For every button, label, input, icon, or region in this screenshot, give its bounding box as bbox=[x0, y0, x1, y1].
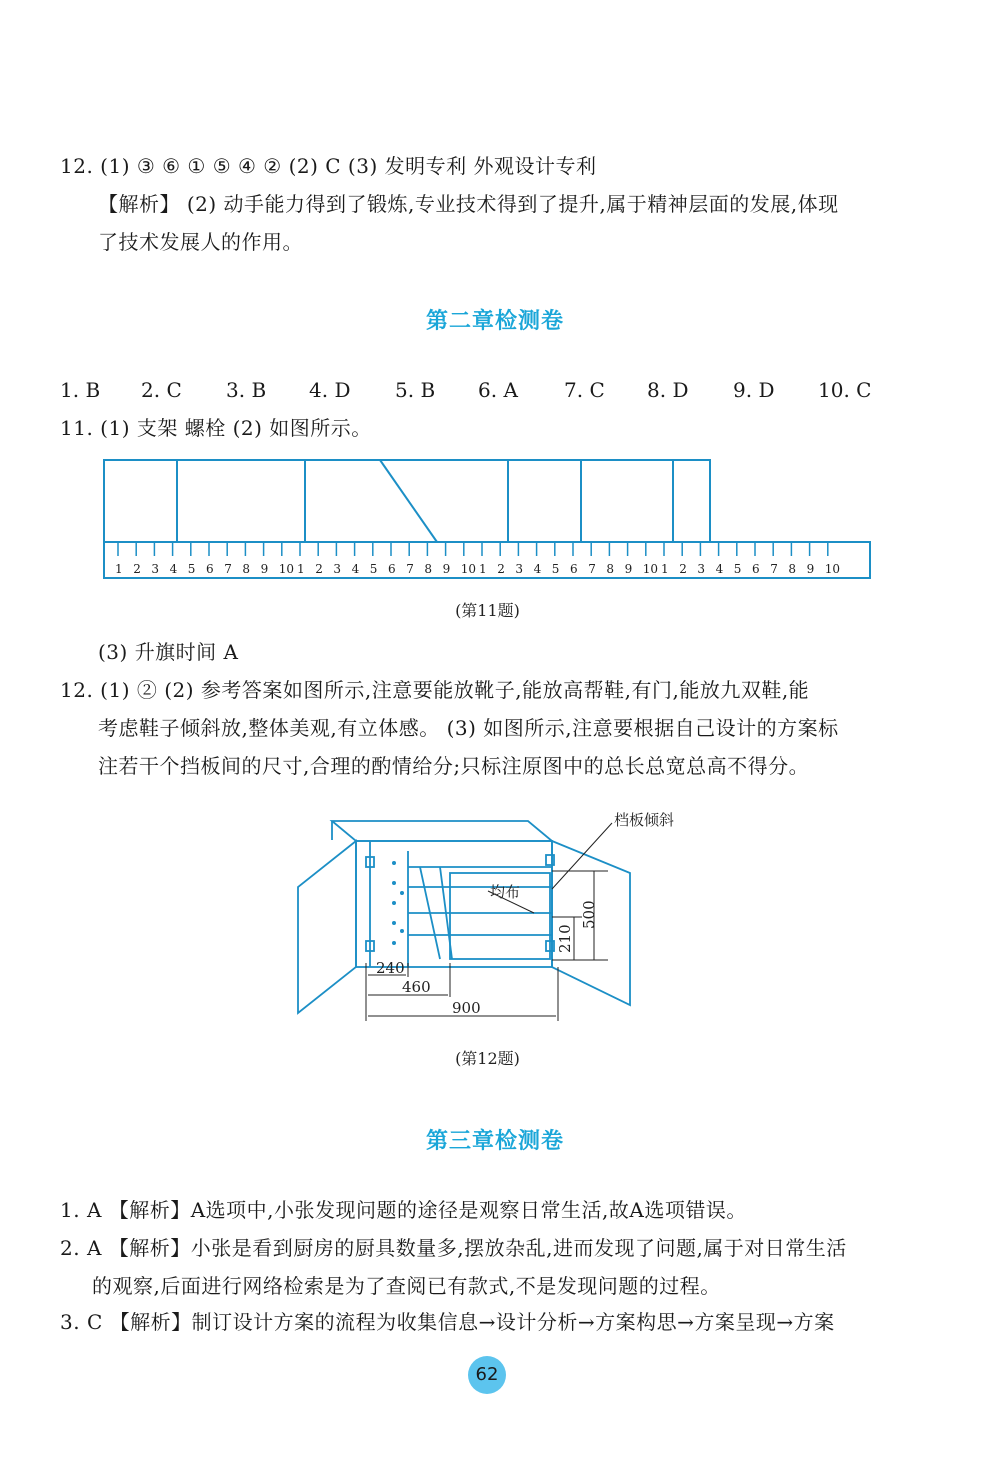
q11-answer: 11. (1) 支架 螺栓 (2) 如图所示。 bbox=[60, 416, 372, 440]
cabinet-body bbox=[356, 841, 552, 967]
ch3-q2-line1: 2. A 【解析】小张是看到厨房的厨具数量多,摆放杂乱,进而发现了问题,属于对日常生活 bbox=[60, 1236, 847, 1260]
ruler-label: 4 bbox=[169, 562, 178, 576]
ruler-label: 4 bbox=[533, 562, 542, 576]
chapter3-title: 第三章检测卷 bbox=[425, 1129, 564, 1154]
ruler-label: 10 bbox=[278, 562, 295, 576]
q12-analysis-line2: 了技术发展人的作用。 bbox=[98, 230, 303, 254]
fig12-caption: (第12题) bbox=[455, 1049, 520, 1068]
ruler-label: 4 bbox=[351, 562, 360, 576]
ruler-label: 5 bbox=[369, 562, 378, 576]
ch3-q2-line2: 的观察,后面进行网络检索是为了查阅已有款式,不是发现问题的过程。 bbox=[92, 1274, 721, 1298]
ruler-label: 1 bbox=[297, 562, 305, 576]
page-number: 62 bbox=[468, 1356, 506, 1394]
mc-answer: 5. B bbox=[395, 378, 436, 402]
chapter2-title: 第二章检测卷 bbox=[425, 309, 564, 334]
ch3-q1: 1. A 【解析】A选项中,小张发现问题的途径是观察日常生活,故A选项错误。 bbox=[60, 1198, 747, 1222]
ruler-label: 7 bbox=[588, 562, 596, 576]
dim-900: 900 bbox=[452, 999, 481, 1017]
ch3-q3: 3. C 【解析】制订设计方案的流程为收集信息→设计分析→方案构思→方案呈现→方案 bbox=[60, 1310, 835, 1334]
frame-outline bbox=[104, 460, 710, 542]
dim-210: 210 bbox=[556, 924, 574, 953]
ruler-label: 1 bbox=[479, 562, 487, 576]
ruler-label: 1 bbox=[661, 562, 669, 576]
q12-answer: 12. (1) ③ ⑥ ① ⑤ ④ ② (2) C (3) 发明专利 外观设计专利 bbox=[60, 154, 597, 178]
ruler-label: 2 bbox=[133, 562, 141, 576]
ruler-label: 4 bbox=[715, 562, 724, 576]
ruler-label: 3 bbox=[697, 562, 706, 576]
mc-answer: 4. D bbox=[309, 378, 351, 402]
ruler-label: 3 bbox=[151, 562, 160, 576]
ruler-label: 6 bbox=[570, 562, 578, 576]
fig11-caption: (第11题) bbox=[455, 601, 520, 620]
ruler-label: 5 bbox=[551, 562, 560, 576]
ruler-label: 6 bbox=[388, 562, 396, 576]
diagonal-brace bbox=[380, 460, 437, 542]
ruler-label: 7 bbox=[770, 562, 778, 576]
dim-460: 460 bbox=[402, 978, 431, 996]
label-even: 均布 bbox=[490, 883, 521, 901]
ruler-label: 8 bbox=[788, 562, 797, 576]
q12-analysis-line1: 【解析】 (2) 动手能力得到了锻炼,专业技术得到了提升,属于精神层面的发展,体现 bbox=[98, 192, 839, 216]
ruler-label: 7 bbox=[406, 562, 414, 576]
ruler-label: 1 bbox=[115, 562, 123, 576]
mc-answer: 8. D bbox=[647, 378, 689, 402]
ruler-label: 6 bbox=[752, 562, 760, 576]
top-board bbox=[332, 821, 552, 841]
mc-answer: 10. C bbox=[818, 378, 872, 402]
ruler-label: 2 bbox=[315, 562, 323, 576]
ruler-label: 9 bbox=[260, 562, 269, 576]
ruler-label: 3 bbox=[333, 562, 342, 576]
q12-line1: 12. (1) ② (2) 参考答案如图所示,注意要能放靴子,能放高帮鞋,有门,能放九双鞋,能 bbox=[60, 678, 810, 702]
mc-answer: 1. B bbox=[60, 378, 101, 402]
q11-part3: (3) 升旗时间 A bbox=[98, 640, 239, 664]
ruler-label: 5 bbox=[187, 562, 196, 576]
q12-line2: 考虑鞋子倾斜放,整体美观,有立体感。 (3) 如图所示,注意要根据自己设计的方案标 bbox=[98, 716, 839, 740]
ruler-label: 7 bbox=[224, 562, 232, 576]
ruler-label: 10 bbox=[824, 562, 841, 576]
fig11-ruler-diagram bbox=[100, 456, 875, 586]
mc-answer: 9. D bbox=[733, 378, 775, 402]
ruler-label: 8 bbox=[242, 562, 251, 576]
mc-answer: 2. C bbox=[141, 378, 182, 402]
mc-answer: 3. B bbox=[226, 378, 267, 402]
q12-line3: 注若干个挡板间的尺寸,合理的酌情给分;只标注原图中的总长总宽总高不得分。 bbox=[98, 754, 810, 778]
fig12-cabinet-diagram bbox=[290, 805, 710, 1030]
ruler-label: 2 bbox=[497, 562, 505, 576]
dim-500: 500 bbox=[580, 900, 598, 929]
ruler-label: 2 bbox=[679, 562, 687, 576]
ruler-label: 6 bbox=[206, 562, 214, 576]
ruler-label: 9 bbox=[442, 562, 451, 576]
ruler-label: 8 bbox=[606, 562, 615, 576]
ruler-label: 9 bbox=[624, 562, 633, 576]
ruler-label: 9 bbox=[806, 562, 815, 576]
ruler-label: 3 bbox=[515, 562, 524, 576]
ruler-label: 10 bbox=[460, 562, 477, 576]
mc-answer: 7. C bbox=[564, 378, 605, 402]
mc-answer: 6. A bbox=[478, 378, 518, 402]
ruler-label: 10 bbox=[642, 562, 659, 576]
ruler-label: 8 bbox=[424, 562, 433, 576]
dim-240: 240 bbox=[376, 959, 405, 977]
ruler-label: 5 bbox=[733, 562, 742, 576]
label-tilt: 档板倾斜 bbox=[614, 811, 675, 829]
left-door bbox=[298, 841, 356, 1013]
